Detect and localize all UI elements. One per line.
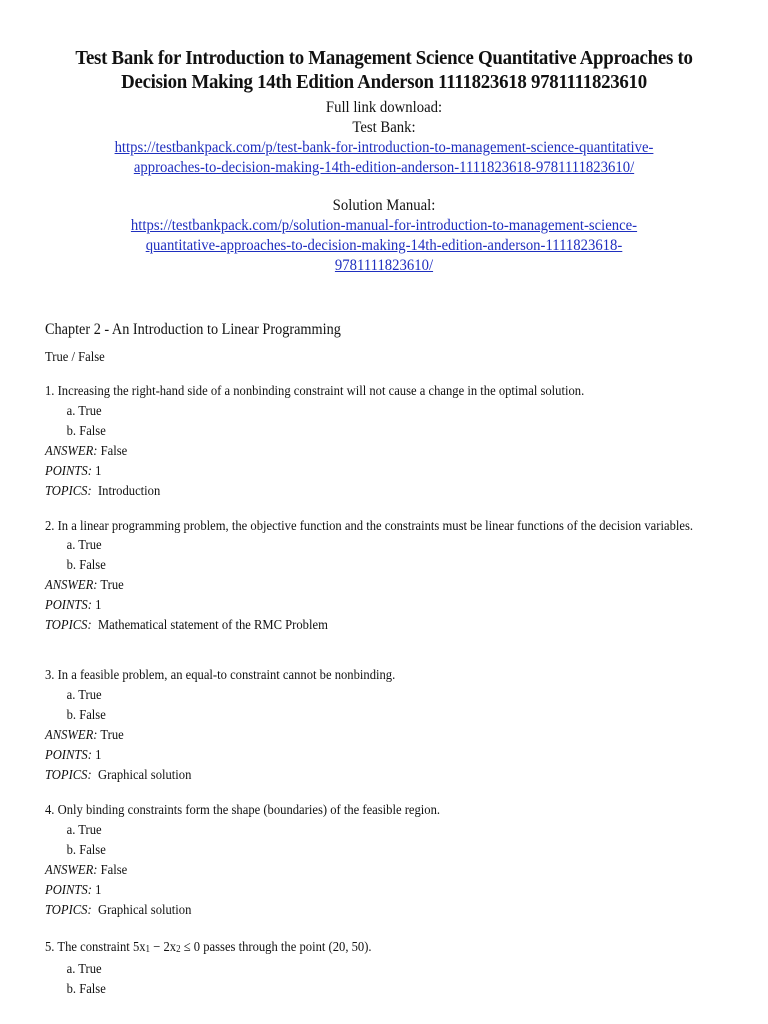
points-row: [45, 596, 693, 616]
question-stem: [45, 940, 729, 958]
answer-value: False: [100, 863, 128, 878]
solution-manual-link-line-1[interactable]: https://testbankpack.com/p/solution-manual-for-introduction-to-management-science-: [130, 217, 638, 234]
points-value: 1: [95, 883, 102, 898]
option-a: a. True: [66, 688, 102, 703]
points-row: [45, 746, 693, 766]
solution-manual-label: Solution Manual:: [332, 197, 436, 214]
question-5: [45, 940, 765, 1000]
points-label: POINTS:: [45, 883, 92, 898]
topics-row: [45, 766, 693, 786]
topics-value: Mathematical statement of the RMC Problem: [97, 618, 328, 633]
points-value: 1: [95, 598, 102, 613]
topics-row: [45, 616, 693, 636]
question-stem: 4. Only binding constraints form the shape (boundaries) of the feasible region.: [45, 803, 441, 818]
section-heading: True / False: [45, 350, 105, 365]
answer-label: ANSWER:: [45, 863, 98, 878]
question-stem: 1. Increasing the right-hand side of a nonbinding constraint will not cause a change in the optimal solution.: [45, 384, 585, 399]
document-title-line-2: Decision Making 14th Edition Anderson 1111823618 9781111823610: [121, 71, 647, 93]
test-bank-link-line-2[interactable]: approaches-to-decision-making-14th-edition-anderson-1111823618-9781111823610/: [133, 159, 635, 176]
topics-label: TOPICS:: [45, 484, 92, 499]
question-4: [45, 803, 765, 921]
option-a: a. True: [66, 962, 102, 977]
answer-value: True: [100, 728, 124, 743]
full-link-label: Full link download:: [325, 99, 443, 116]
topics-label: TOPICS:: [45, 768, 92, 783]
option-a: a. True: [66, 823, 102, 838]
question-3: [45, 668, 765, 786]
topics-value: Graphical solution: [97, 768, 192, 783]
question-1: [45, 384, 765, 502]
answer-label: ANSWER:: [45, 728, 98, 743]
answer-value: True: [100, 578, 124, 593]
option-b: b. False: [66, 424, 106, 439]
stem-part: 5. The constraint 5x: [45, 940, 146, 955]
test-bank-link-line-1[interactable]: https://testbankpack.com/p/test-bank-for-introduction-to-management-science-quantitative-: [114, 139, 654, 156]
stem-part: ≤ 0 passes through the point (20, 50).: [180, 940, 372, 955]
solution-manual-link-line-2[interactable]: quantitative-approaches-to-decision-making-14th-edition-anderson-1111823618-: [145, 237, 623, 254]
option-b: b. False: [66, 982, 106, 997]
test-bank-label: Test Bank:: [352, 119, 416, 136]
document-title-line-1: Test Bank for Introduction to Management Science Quantitative Approaches to: [75, 47, 693, 69]
solution-manual-link-line-3[interactable]: 9781111823610/: [334, 257, 434, 274]
topics-value: Introduction: [97, 484, 161, 499]
document-header: [0, 46, 768, 276]
question-stem: 3. In a feasible problem, an equal-to constraint cannot be nonbinding.: [45, 668, 396, 683]
subscript: 2: [176, 944, 181, 955]
answer-label: ANSWER:: [45, 578, 98, 593]
answer-row: [45, 442, 693, 462]
chapter-heading: Chapter 2 - An Introduction to Linear Programming: [45, 321, 341, 338]
stem-part: − 2x: [150, 940, 177, 955]
topics-value: Graphical solution: [97, 903, 192, 918]
answer-row: [45, 726, 693, 746]
points-label: POINTS:: [45, 598, 92, 613]
points-value: 1: [95, 748, 102, 763]
option-a: a. True: [66, 404, 102, 419]
points-row: [45, 462, 693, 482]
points-label: POINTS:: [45, 748, 92, 763]
subscript: 1: [145, 944, 151, 955]
option-b: b. False: [66, 843, 106, 858]
points-row: [45, 881, 693, 901]
points-value: 1: [95, 464, 102, 479]
answer-value: False: [100, 444, 128, 459]
option-b: b. False: [66, 708, 106, 723]
option-b: b. False: [66, 558, 106, 573]
topics-row: [45, 901, 693, 921]
spacer: [0, 178, 768, 196]
answer-row: [45, 861, 693, 881]
topics-row: [45, 482, 693, 502]
question-stem: 2. In a linear programming problem, the objective function and the constraints must be linear functions of the decision variables.: [45, 519, 694, 534]
answer-row: [45, 576, 693, 596]
question-2: [45, 519, 765, 636]
topics-label: TOPICS:: [45, 618, 92, 633]
answer-label: ANSWER:: [45, 444, 98, 459]
topics-label: TOPICS:: [45, 903, 92, 918]
points-label: POINTS:: [45, 464, 92, 479]
option-a: a. True: [66, 538, 102, 553]
